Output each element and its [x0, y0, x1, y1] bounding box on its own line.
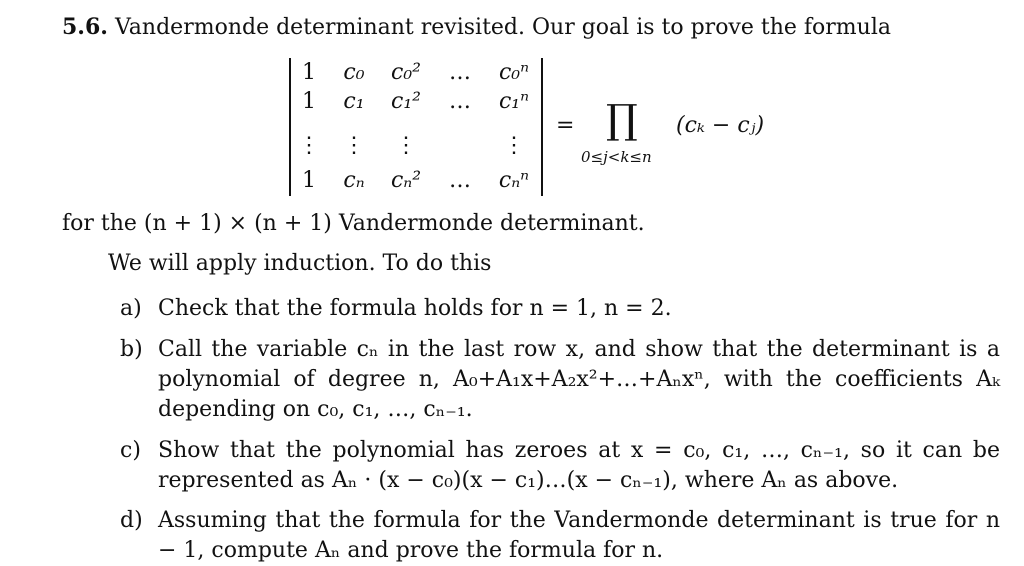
matrix-cell: 1 — [302, 60, 316, 85]
list-item-text: Assuming that the formula for the Vandermonde determinant is true for n − 1, compute Aₙ and prove the formula for n. — [158, 508, 1000, 563]
equals-sign: = — [556, 113, 575, 138]
problem-title: Vandermonde determinant revisited. Our goal is to prove the formula — [114, 15, 891, 40]
matrix-cell: ⋮ — [395, 133, 417, 158]
determinant-right-bar — [541, 58, 543, 196]
list-item-text: Check that the formula holds for n = 1, n = 2. — [158, 296, 672, 321]
matrix-cell: c₀ — [343, 60, 365, 85]
intro-text: We will apply induction. To do this — [108, 251, 492, 276]
matrix-cell: c₀ⁿ — [498, 60, 530, 85]
matrix-cell: … — [449, 60, 471, 85]
formula-caption: for the (n + 1) × (n + 1) Vandermonde determinant. — [62, 211, 645, 236]
matrix-cell: cₙ — [343, 168, 365, 193]
matrix-cell: c₁ — [343, 89, 365, 114]
matrix-cell: c₁² — [391, 89, 421, 114]
product-term: (cₖ − cⱼ) — [676, 113, 765, 138]
matrix-cell: ⋮ — [298, 133, 320, 158]
list-item-label: a) — [120, 296, 142, 321]
matrix-cell: 1 — [302, 168, 316, 193]
list-item — [120, 506, 1000, 566]
list-item-text: Show that the polynomial has zeroes at x = c₀, c₁, …, cₙ₋₁, so it can be represented as Aₙ · (x − c₀)(x − c₁)…(x − cₙ₋₁), where Aₙ as above. — [158, 438, 1000, 493]
list-item — [120, 436, 1000, 498]
list-item-label: d) — [120, 508, 143, 533]
matrix-cell: … — [449, 168, 471, 193]
list-item-text: Call the variable cₙ in the last row x, and show that the determinant is a polynomial of degree n, A₀+A₁x+A₂x²+…+Aₙxⁿ, with the coefficients Aₖ depending on c₀, c₁, …, cₙ₋₁. — [158, 337, 1000, 422]
matrix-cell: … — [449, 89, 471, 114]
product-range: 0≤j<k≤n — [581, 148, 652, 166]
matrix-cell: ⋮ — [343, 133, 365, 158]
problem-number: 5.6. — [62, 14, 108, 40]
matrix-cell: ⋮ — [503, 133, 525, 158]
matrix-cell: cₙ² — [390, 168, 422, 193]
matrix-cell: c₀² — [391, 60, 421, 85]
product-symbol: ∏ — [606, 97, 638, 143]
matrix-cell: c₁ⁿ — [498, 89, 530, 114]
matrix-cell: cₙⁿ — [498, 168, 530, 193]
list-item — [120, 335, 1000, 427]
problem-heading — [62, 14, 891, 40]
list-item-label: c) — [120, 438, 141, 463]
list-item-label: b) — [120, 337, 143, 362]
list-item — [120, 294, 1000, 326]
matrix-cell: 1 — [302, 89, 316, 114]
